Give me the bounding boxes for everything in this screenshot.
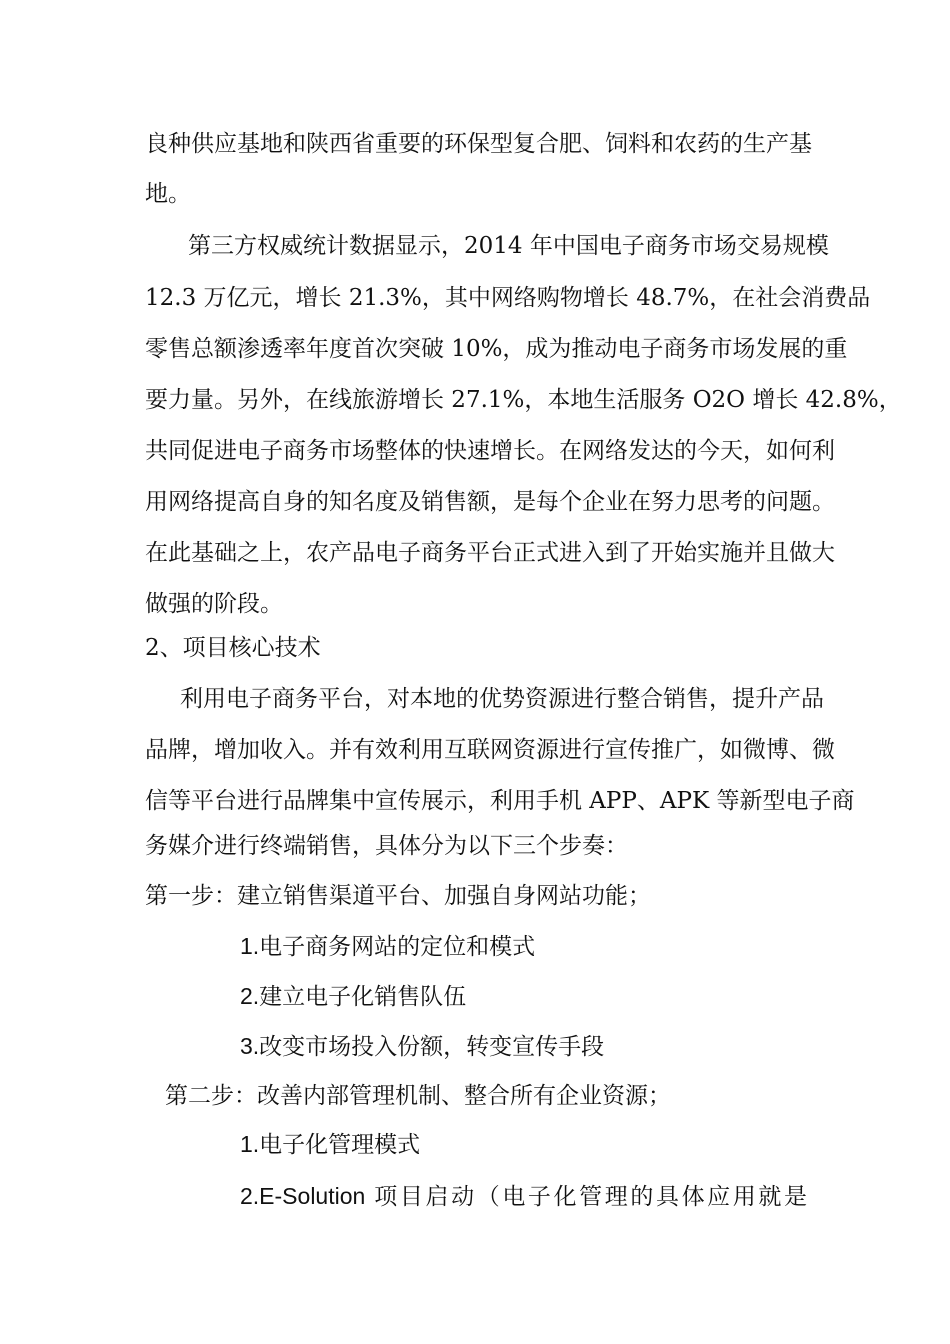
tech-line-4: 务媒介进行终端销售，具体分为以下三个步奏： (145, 833, 628, 859)
stats-line-5: 共同促进电子商务市场整体的快速增长。在网络发达的今天，如何利 (145, 438, 835, 464)
stats-line-6: 用网络提高自身的知名度及销售额，是每个企业在努力思考的问题。 (145, 489, 835, 515)
stats-line-4: 要力量。另外，在线旅游增长 27.1%，本地生活服务 O2O 增长 42.8%， (145, 387, 902, 413)
step1-item-1: 1.电子商务网站的定位和模式 (240, 933, 536, 959)
intro-line-1: 良种供应基地和陕西省重要的环保型复合肥、饲料和农药的生产基 (145, 131, 812, 157)
section-heading: 2、项目核心技术 (145, 635, 321, 661)
step1-title: 第一步：建立销售渠道平台、加强自身网站功能； (145, 883, 651, 909)
step1-item-2: 2.建立电子化销售队伍 (240, 983, 467, 1009)
stats-line-1: 第三方权威统计数据显示，2014 年中国电子商务市场交易规模 (188, 233, 829, 259)
stats-line-2: 12.3 万亿元，增长 21.3%，其中网络购物增长 48.7%，在社会消费品 (145, 285, 871, 311)
intro-line-2: 地。 (145, 181, 191, 207)
step1-item-3: 3.改变市场投入份额，转变宣传手段 (240, 1033, 605, 1059)
tech-line-3: 信等平台进行品牌集中宣传展示，利用手机 APP、APK 等新型电子商 (145, 788, 855, 814)
tech-line-2: 品牌，增加收入。并有效利用互联网资源进行宣传推广，如微博、微 (145, 737, 835, 763)
tech-line-1: 利用电子商务平台，对本地的优势资源进行整合销售，提升产品 (180, 686, 824, 712)
stats-line-7: 在此基础之上，农产品电子商务平台正式进入到了开始实施并且做大 (145, 540, 835, 566)
step2-title: 第二步：改善内部管理机制、整合所有企业资源； (165, 1083, 671, 1109)
step2-item-1: 1.电子化管理模式 (240, 1131, 421, 1157)
stats-line-3: 零售总额渗透率年度首次突破 10%，成为推动电子商务市场发展的重 (145, 336, 848, 362)
step2-item-2: 2.E-Solution 项目启动（电子化管理的具体应用就是 (240, 1183, 807, 1209)
stats-line-8: 做强的阶段。 (145, 591, 283, 617)
